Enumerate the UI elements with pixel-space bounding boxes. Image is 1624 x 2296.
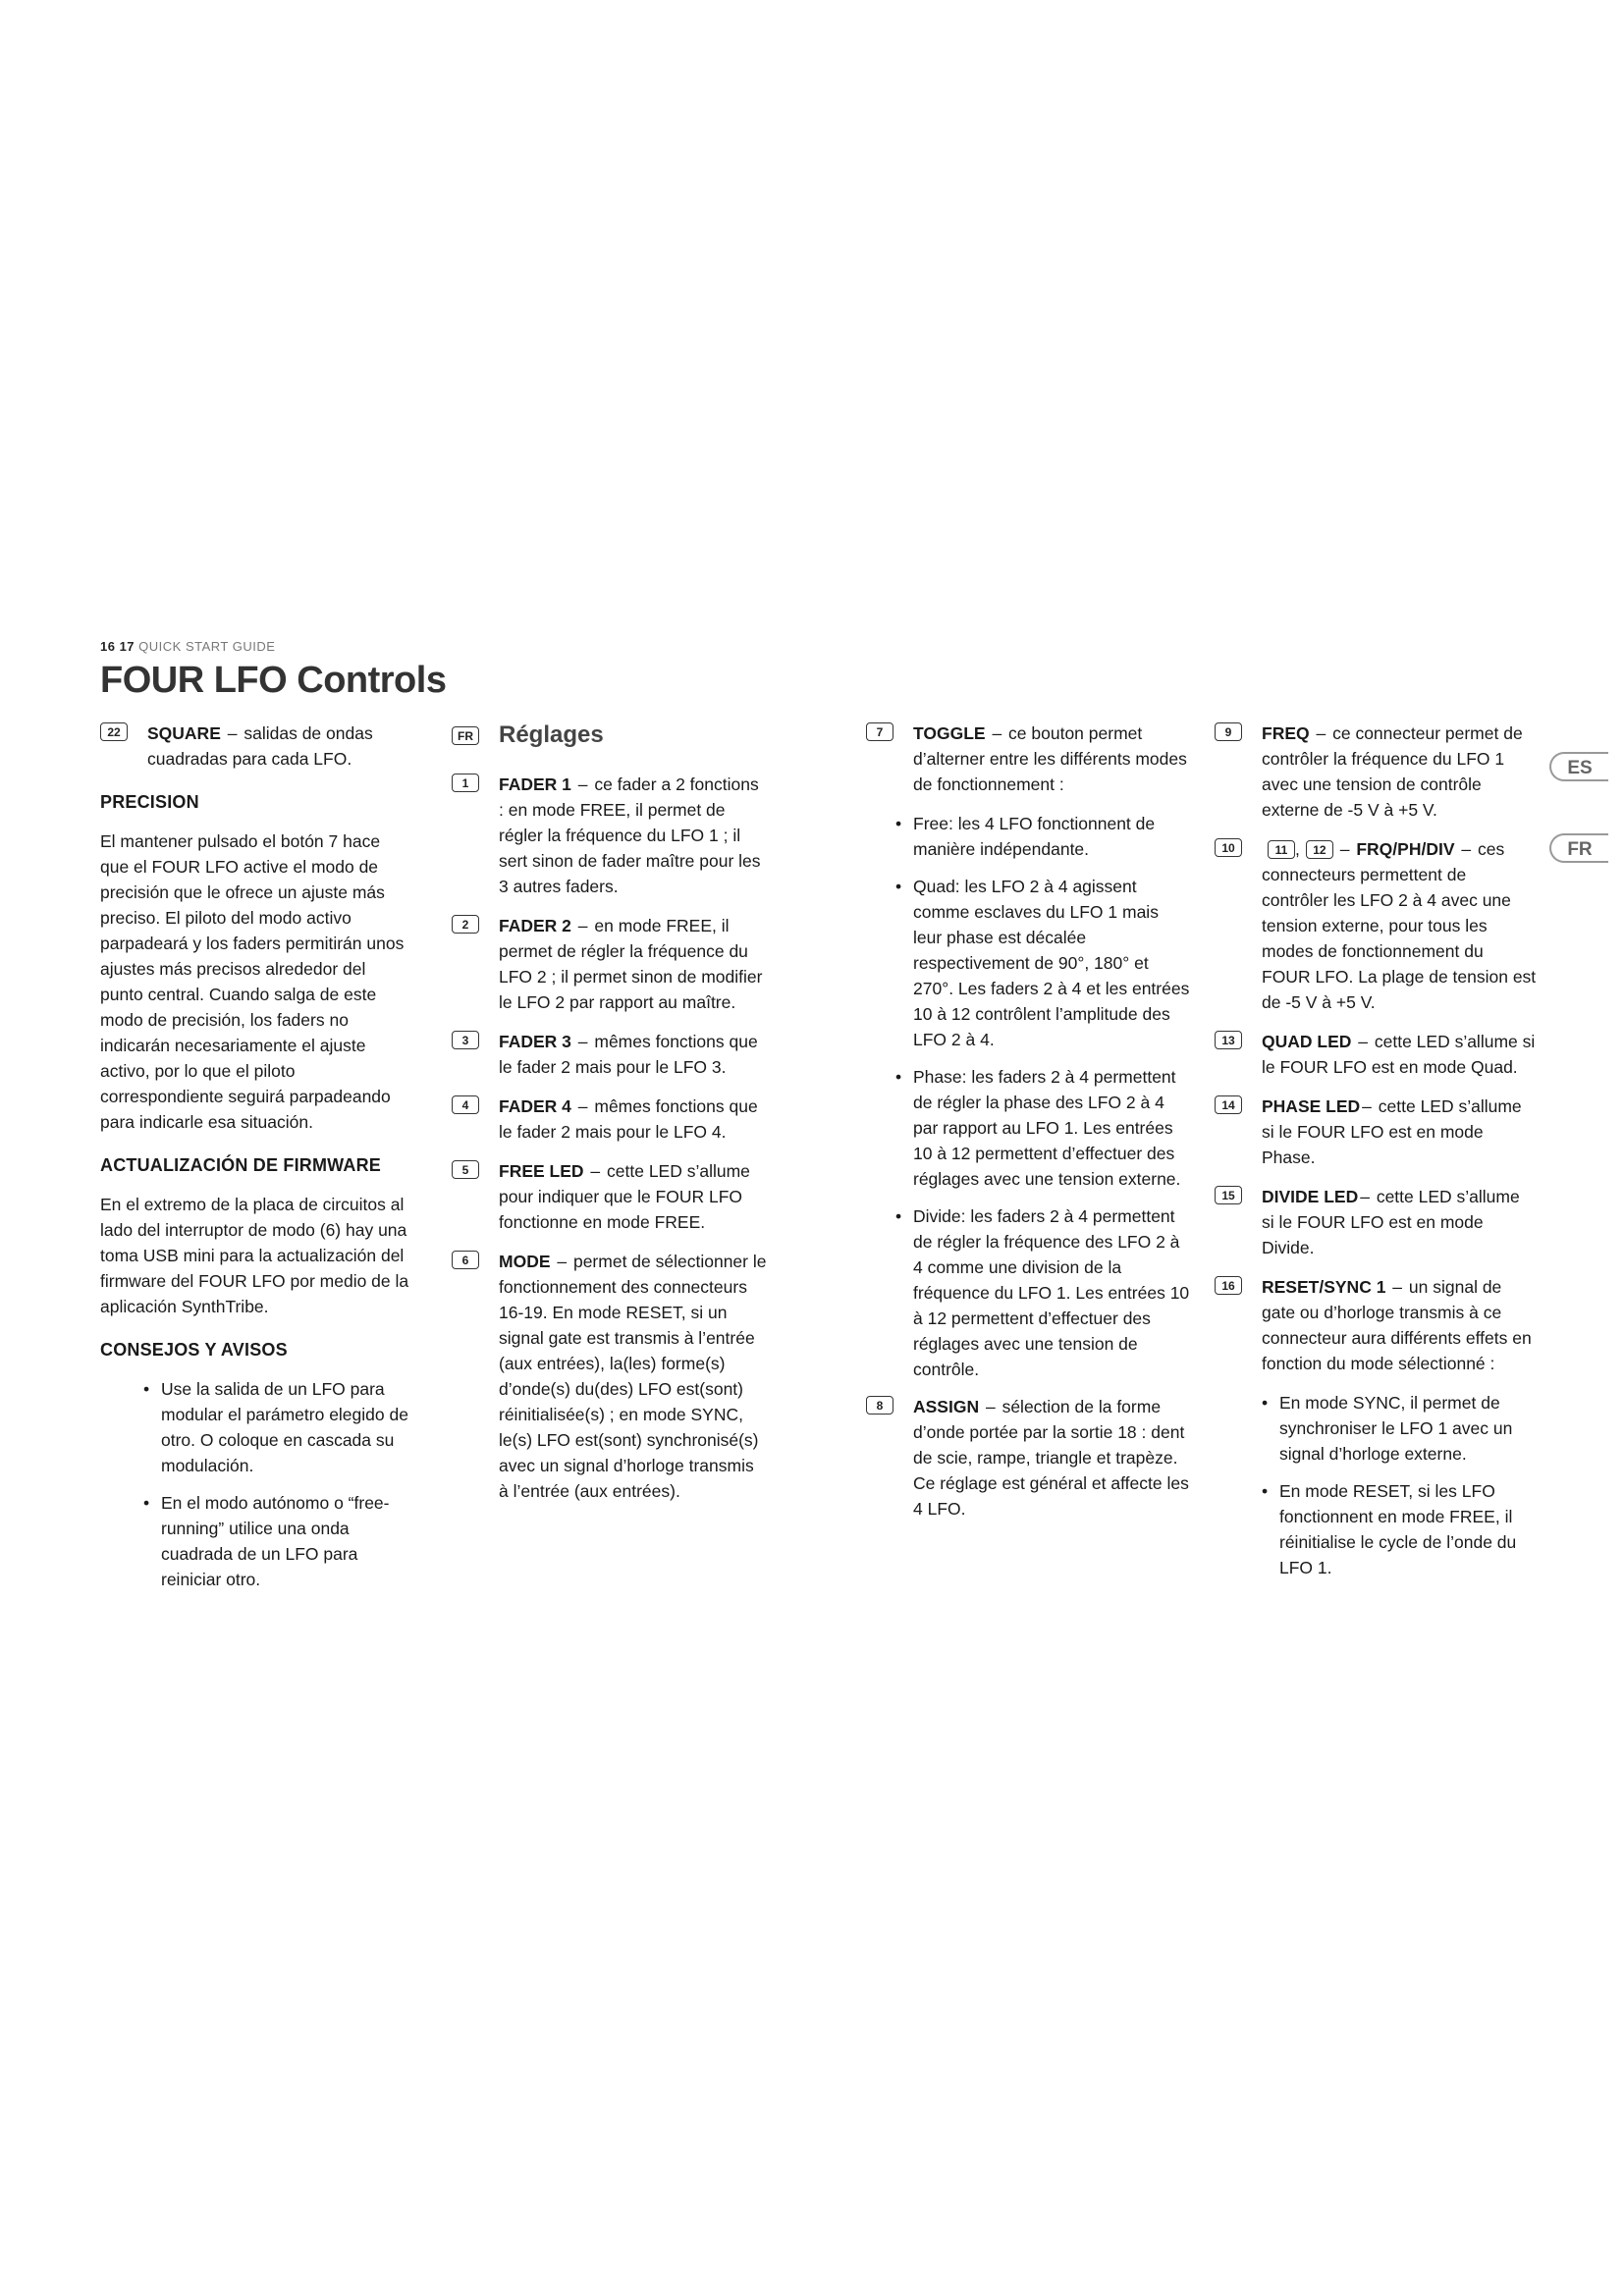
item-mode: 6 MODE – permet de sélectionner le fonctionnement des connecteurs 16-19. En mode RESET, si un signal gate est transmis à l’entrée (aux entrées), la(les) forme(s) d’onde(s) du(des) LFO est(sont) réinitialisée(s) ; en mode SYNC, le(s) LFO est(sont) synchronisé(s) avec un signal d’horloge transmis à l’entrée (aux entrées). — [452, 1249, 768, 1504]
item-keyword: FADER 1 — [499, 774, 571, 794]
item-text: permet de sélectionner le fonctionnement des connecteurs 16-19. En mode RESET, si un signal gate est transmis à l’entrée (aux entrées), la(les) forme(s) d’onde(s) du(des) LFO est(sont) réinitialisée(s) ; en mode SYNC, le(s) LFO est(sont) synchronisé(s) avec un signal d’horloge transmis à l’entrée (aux entrées). — [499, 1252, 767, 1501]
item-text: mêmes fonctions que le fader 2 mais pour le LFO 4. — [499, 1096, 758, 1142]
item-toggle: 7 TOGGLE – ce bouton permet d’alterner entre les différents modes de fonctionnement : — [866, 721, 1190, 797]
item-number: 22 — [100, 722, 128, 741]
item-number: 16 — [1215, 1276, 1242, 1295]
list-item: • Quad: les LFO 2 à 4 agissent comme esclaves du LFO 1 mais leur phase est décalée respectivement de 90°, 180° et 270°. Les faders 2 à 4 et les entrées 10 à 12 contrôlent l’amplitude des LFO 2 à 4. — [866, 874, 1190, 1052]
reset-modes-list — [1215, 1390, 1537, 1580]
list-item: • En mode SYNC, il permet de synchroniser le LFO 1 avec un signal d’horloge externe. — [1215, 1390, 1537, 1467]
list-item: • Free: les 4 LFO fonctionnent de manière indépendante. — [866, 811, 1190, 862]
item-number: 9 — [1215, 722, 1242, 741]
item-frq-ph-div: 10 11 , 12 – FRQ/PH/DIV – ces connecteurs permettent de contrôler les LFO 2 à 4 avec une tension externe, pour tous les modes de fonctionnement du FOUR LFO. La plage de tension est de -5 V à +5 V. — [1215, 836, 1537, 1015]
item-number: 4 — [452, 1095, 479, 1114]
column-spanish — [100, 721, 412, 1604]
item-number: 15 — [1215, 1186, 1242, 1204]
item-keyword: PHASE LED — [1262, 1096, 1361, 1116]
toggle-modes-list — [866, 811, 1190, 1382]
para-firmware: En el extremo de la placa de circuitos al lado del interruptor de modo (6) hay una toma USB mini para la actualización del firmware del FOUR LFO por medio de la aplicación SynthTribe. — [100, 1195, 409, 1316]
item-fader-2: 2 FADER 2 – en mode FREE, il permet de régler la fréquence du LFO 2 ; il permet sinon de modifier le LFO 2 par rapport au maître. — [452, 913, 768, 1015]
item-number: 8 — [866, 1396, 893, 1415]
language-badge: FR — [452, 726, 479, 745]
item-text: ces connecteurs permettent de contrôler les LFO 2 à 4 avec une tension externe, pour tous les modes de fonctionnement du FOUR LFO. La plage de tension est de -5 V à +5 V. — [1262, 839, 1537, 1012]
item-phase-led: 14 PHASE LED – cette LED s’allume si le FOUR LFO est en mode Phase. — [1215, 1094, 1537, 1170]
item-number: 5 — [452, 1160, 479, 1179]
item-divide-led: 15 DIVIDE LED – cette LED s’allume si le FOUR LFO est en mode Divide. — [1215, 1184, 1537, 1260]
item-fader-1: 1 FADER 1 – ce fader a 2 fonctions : en mode FREE, il permet de régler la fréquence du LFO 1 ; il sert sinon de fader maître pour les 3 autres faders. — [452, 772, 768, 899]
section-title: Réglages — [499, 721, 604, 748]
column-french-2 — [866, 721, 1190, 1535]
item-keyword: ASSIGN — [913, 1397, 980, 1416]
heading-consejos: CONSEJOS Y AVISOS — [100, 1340, 288, 1360]
list-item: • Phase: les faders 2 à 4 permettent de régler la phase des LFO 2 à 4 par rapport au LFO 1. Les entrées 10 à 12 permettent d’effectuer des réglages avec une tension externe. — [866, 1064, 1190, 1192]
item-keyword: QUAD LED — [1262, 1032, 1352, 1051]
list-item: • En el modo autónomo o “free-running” utilice una onda cuadrada de un LFO para reiniciar otro. — [100, 1490, 412, 1592]
page-number: 16 17 — [100, 639, 135, 654]
list-item: • En mode RESET, si les LFO fonctionnent en mode FREE, il réinitialise le cycle de l’onde du LFO 1. — [1215, 1478, 1537, 1580]
consejos-list — [100, 1376, 412, 1592]
column-french-1 — [452, 721, 768, 1518]
item-number: 14 — [1215, 1095, 1242, 1114]
item-keyword: FADER 3 — [499, 1032, 571, 1051]
item-number: 3 — [452, 1031, 479, 1049]
item-keyword: FRQ/PH/DIV — [1356, 839, 1455, 859]
heading-precision: PRECISION — [100, 792, 199, 812]
reglages-heading — [452, 721, 768, 750]
item-keyword: MODE — [499, 1252, 551, 1271]
language-tab-es[interactable]: ES — [1549, 752, 1608, 781]
item-number-2: 11 — [1268, 840, 1295, 859]
item-text: salidas de ondas cuadradas para cada LFO. — [147, 723, 373, 769]
list-item: • Divide: les faders 2 à 4 permettent de régler la fréquence des LFO 2 à 4 comme une division de la fréquence du LFO 1. Les entrées 10 à 12 permettent d’effectuer des réglages avec une tension de contrôle. — [866, 1203, 1190, 1382]
guide-name: QUICK START GUIDE — [138, 639, 276, 654]
item-text: en mode FREE, il permet de régler la fréquence du LFO 2 ; il permet sinon de modifier le LFO 2 par rapport au maître. — [499, 916, 763, 1012]
heading-firmware: ACTUALIZACIÓN DE FIRMWARE — [100, 1155, 381, 1175]
item-number: 6 — [452, 1251, 479, 1269]
item-keyword: FREQ — [1262, 723, 1310, 743]
item-freq: 9 FREQ – ce connecteur permet de contrôler la fréquence du LFO 1 avec une tension de contrôle externe de -5 V à +5 V. — [1215, 721, 1537, 823]
language-tab-fr[interactable]: FR — [1549, 833, 1608, 863]
item-keyword: TOGGLE — [913, 723, 986, 743]
item-fader-4: 4 FADER 4 – mêmes fonctions que le fader 2 mais pour le LFO 4. — [452, 1094, 768, 1145]
item-assign: 8 ASSIGN – sélection de la forme d’onde portée par la sortie 18 : dent de scie, rampe, triangle et trapèze. Ce réglage est général et affecte les 4 LFO. — [866, 1394, 1190, 1522]
item-number: 7 — [866, 722, 893, 741]
item-text: un signal de gate ou d’horloge transmis à ce connecteur aura différents effets en fonction du mode sélectionné : — [1262, 1277, 1532, 1373]
item-square: 22 SQUARE – salidas de ondas cuadradas para cada LFO. — [100, 721, 412, 772]
column-french-3 — [1215, 721, 1537, 1592]
para-precision: El mantener pulsado el botón 7 hace que el FOUR LFO active el modo de precisión que le ofrece un ajuste más preciso. El piloto del modo activo parpadeará y los faders permitirán unos ajustes más precisos alrededor del punto central. Cuando salga de este modo de precisión, los faders no indicarán necesariamente el ajuste activo, por lo que el piloto correspondiente seguirá parpadeando para indicarle esa situación. — [100, 831, 405, 1132]
item-number: 13 — [1215, 1031, 1242, 1049]
item-keyword: FADER 4 — [499, 1096, 571, 1116]
item-text: ce connecteur permet de contrôler la fréquence du LFO 1 avec une tension de contrôle externe de -5 V à +5 V. — [1262, 723, 1523, 820]
item-keyword: SQUARE — [147, 723, 221, 743]
item-free-led: 5 FREE LED – cette LED s’allume pour indiquer que le FOUR LFO fonctionne en mode FREE. — [452, 1158, 768, 1235]
item-keyword: DIVIDE LED — [1262, 1187, 1359, 1206]
page-header — [100, 639, 275, 654]
item-number: 10 — [1215, 838, 1242, 857]
item-text: ce fader a 2 fonctions : en mode FREE, il permet de régler la fréquence du LFO 1 ; il sert sinon de fader maître pour les 3 autres faders. — [499, 774, 761, 896]
list-item: • Use la salida de un LFO para modular el parámetro elegido de otro. O coloque en cascada su modulación. — [100, 1376, 412, 1478]
item-number: 1 — [452, 774, 479, 792]
item-number-3: 12 — [1306, 840, 1333, 859]
item-text: mêmes fonctions que le fader 2 mais pour le LFO 3. — [499, 1032, 758, 1077]
item-reset-sync: 16 RESET/SYNC 1 – un signal de gate ou d’horloge transmis à ce connecteur aura différents effets en fonction du mode sélectionné : — [1215, 1274, 1537, 1376]
item-text: sélection de la forme d’onde portée par la sortie 18 : dent de scie, rampe, triangle et trapèze. Ce réglage est général et affecte les 4 LFO. — [913, 1397, 1189, 1519]
item-text: cette LED s’allume pour indiquer que le FOUR LFO fonctionne en mode FREE. — [499, 1161, 750, 1232]
item-text: cette LED s’allume si le FOUR LFO est en mode Divide. — [1262, 1187, 1520, 1257]
page-title: FOUR LFO Controls — [100, 660, 447, 701]
item-keyword: FADER 2 — [499, 916, 571, 935]
item-quad-led: 13 QUAD LED – cette LED s’allume si le FOUR LFO est en mode Quad. — [1215, 1029, 1537, 1080]
item-text: cette LED s’allume si le FOUR LFO est en mode Phase. — [1262, 1096, 1522, 1167]
item-keyword: FREE LED — [499, 1161, 584, 1181]
item-text: cette LED s’allume si le FOUR LFO est en mode Quad. — [1262, 1032, 1536, 1077]
item-fader-3: 3 FADER 3 – mêmes fonctions que le fader 2 mais pour le LFO 3. — [452, 1029, 768, 1080]
item-number: 2 — [452, 915, 479, 934]
item-text: ce bouton permet d’alterner entre les différents modes de fonctionnement : — [913, 723, 1187, 794]
item-keyword: RESET/SYNC 1 — [1262, 1277, 1386, 1297]
